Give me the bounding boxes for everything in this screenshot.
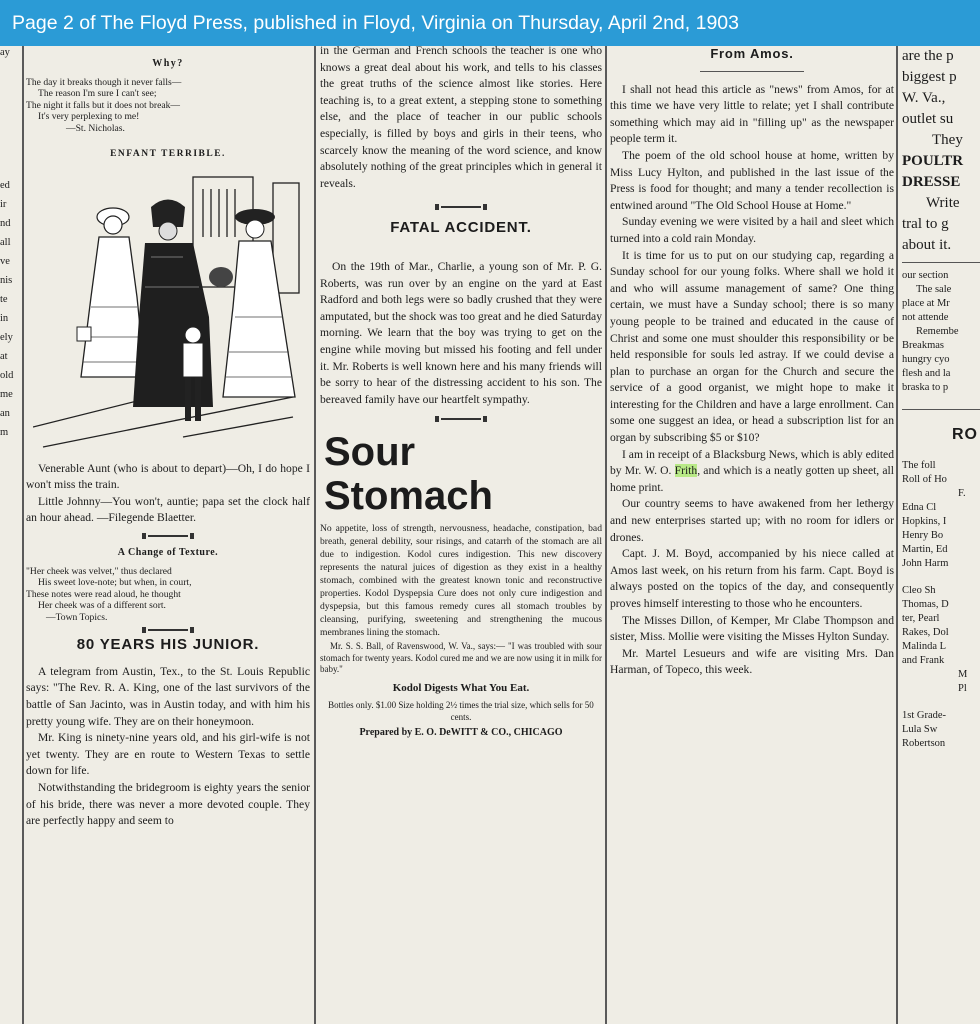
ad-slogan: Kodol Digests What You Eat. [392,681,530,694]
column-4-cropped [902,46,980,751]
section-rule [902,262,980,263]
text-fragment: braska to p [902,382,949,393]
edge-fragment: an [0,408,10,419]
text-fragment: outlet su [902,111,954,127]
edge-fragment: at [0,351,8,362]
column-rule [605,46,607,1024]
edge-fragment: ely [0,332,13,343]
edge-fragment: m [0,427,9,438]
text-fragment: Hopkins, I [902,516,947,527]
section-divider [148,535,188,537]
text-fragment: Roll of Ho [902,474,947,485]
text-fragment: biggest p [902,69,957,85]
caption-paragraph: Venerable Aunt (who is about to depart)—Oh, I do hope I won't miss the train. [26,461,310,492]
edge-fragment: te [0,294,8,305]
section-rule [902,409,980,410]
article-paragraph: Capt. J. M. Boyd, accompanied by his niece called at Amos last week, on his return from his farm. Capt. Boyd is always posted on the topics of the day, and consequently proves himself interesting to those who he encounters. [610,547,894,610]
edge-fragment: nis [0,275,13,286]
poem-line: These notes were read aloud, he thought [26,588,181,600]
engraving-illustration [33,167,303,457]
edge-fragment [0,160,20,179]
text-fragment: our section [902,270,949,281]
article-paragraph: Our country seems to have awakened from her lethergy and new enterprises started up; with no room for idlers or drones. [610,497,894,544]
from-amos-article [610,82,894,679]
text-fragment: Rakes, Dol [902,627,949,638]
article-paragraph: Notwithstanding the bridegroom is eighty years the senior of his bride, there was never a more devoted couple. They are perfectly happy and seem to [26,780,310,828]
edge-fragment [0,103,20,122]
text-fragment: W. Va., [902,90,946,106]
article-paragraph: I am in receipt of a Blacksburg News, which is ably edited by Mr. W. O. Frith, and which is a neatly gotten up sheet, all home print. [610,447,894,494]
edge-fragment: me [0,389,13,400]
text-fragment: 1st Grade- [902,710,947,721]
texture-title: A Change of Texture. [117,547,219,559]
text-fragment: Martin, Ed [902,544,948,555]
article-paragraph: in the German and French schools the teacher is one who knows a great deal about his work, and tells to his classes the great truths of the science almost like stories. Here teaching is, to a great extent, a stepping stone to something else, and the place of teacher in our public schools especially, is filled by boys and girls in their teens, who scarcely know the meaning of the word science, and know absolutely nothing of the great principles which in general it reveals. [320,46,602,190]
figure-woman-left [77,208,145,377]
article-paragraph: The poem of the old school house at home, written by Miss Lucy Hylton, and published in the last issue of the Press is food for thought; and many a tender recollection is entwined around "The Old School House at Home." [610,148,894,212]
poem-line: The day it breaks though it never falls— [26,76,182,88]
text-fragment: Lula Sw [902,724,938,735]
texture-poem [26,566,310,624]
text-fragment: John Harm [902,558,949,569]
edge-fragment [0,65,20,84]
text-fragment: Malinda L [902,641,947,652]
edge-fragment: in [0,313,9,324]
search-highlight: Frith [674,464,698,478]
edge-fragment: ay [0,47,10,58]
column-2 [320,46,602,746]
text-fragment: tral to g [902,216,949,232]
fatal-accident-headline: FATAL ACCIDENT. [390,219,532,237]
figure-woman-right [209,209,295,397]
text-fragment: not attende [902,312,949,323]
text-fragment: DRESSE [902,174,961,190]
article-paragraph: It is time for us to put on our studying cap, regarding a Sunday school for our young folks. Where shall we hold it and who will assume management of same? One thing certain, we must have a Sunday school; there is so many young people to be trained and educated in the cause of Christ and some one must shoulder this responsibility or be held responsible for souls led astray. If we could devise a plan to purchase an organ for the Church and secure the service of a good organist, we might hope to make it interesting for the Children and have a large enrollment. Can some one suggest an idea, or head a subscription list for an organ by subscribing $5 or $10? [610,248,894,445]
edge-fragment [0,84,20,103]
poem [26,77,310,135]
text-fragment: Henry Bo [902,530,944,541]
edge-fragment: all [0,237,11,248]
poem-line: —St. Nicholas. [66,122,125,134]
text-fragment: Edna Cl [902,502,937,513]
text-fragment: hungry cyo [902,354,950,365]
text-fragment: Remembe [916,326,959,337]
article-paragraph: Sunday evening we were visited by a hail and sleet which turned into a cold rain Monday. [610,215,894,245]
column-3 [610,46,894,679]
edge-fragment: old [0,370,14,381]
text-fragment [902,696,980,709]
text-fragment: POULTR [902,153,964,169]
poem-line: —Town Topics. [46,611,108,623]
edge-fragment: ve [0,256,10,267]
poem-title: Why? [152,58,184,69]
ad-headline-stomach: Stomach [324,474,493,519]
poem-line: "Her cheek was velvet," thus declared [26,565,172,577]
kodol-advertisement [320,430,602,742]
column-rule [896,46,898,1024]
text-fragment: The sale [916,284,952,295]
text-fragment: place at Mr [902,298,950,309]
page-caption-banner: Page 2 of The Floyd Press, published in Floyd, Virginia on Thursday, April 2nd, 1903 [0,0,980,46]
poem-line: The reason I'm sure I can't see; [38,88,157,100]
section-divider [148,629,188,631]
article-paragraph: I shall not head this article as "news" from Amos, for at this time we have very little to relate; yet I shall contribute something which may aid in "filling up" as the newspaper people term it. [610,82,894,146]
text-fragment: and Frank [902,655,945,666]
title-rule [700,71,804,72]
left-edge-fragments [0,46,20,445]
article-paragraph: Mr. King is ninety-nine years old, and his girl-wife is not yet twenty. They are en route to Western Texas to settle down for life. [26,731,310,778]
text-fragment: Pl [958,683,967,694]
advert-fragment [902,46,980,256]
text-fragment: M [958,669,968,680]
ad-headline-sour: Sour [324,430,416,475]
article-fragment [902,269,980,395]
column-rule [314,46,316,1024]
text-fragment: Robertson [902,738,946,749]
edge-fragment [0,141,20,160]
from-amos-headline: From Amos. [710,46,794,61]
ad-body-text: No appetite, loss of strength, nervousness, headache, constipation, bad breath, general debility, sour risings, and catarrh of the stomach are all due to indigestion. Kodol cures indigestion. This new discovery represents the natural juices of digestion as they exist in a healthy stomach, combined with the greatest known tonic and reconstructive properties. Kodol Dyspepsia Cure does not only cure indigestion and dyspepsia, but this famous remedy cures all stomach troubles by cleansing, purifying, sweetening and strengthening the mucous membranes lining the stomach. [320,523,602,639]
edge-fragment: nd [0,218,11,229]
text-fragment: Breakmas [902,340,944,351]
text-fragment: flesh and la [902,368,951,379]
text-fragment: Thomas, D [902,599,949,610]
article-paragraph: On the 19th of Mar., Charlie, a young son of Mr. P. G. Roberts, was run over by an engine on the yard at East Radford and both legs were so badly crushed that they were amputated, but the shock was too great and he died Saturday morning. We learn that the boy was trying to get on the engine while moving but missed his footing and fell under it. Mr. Roberts is well known here and his many friends will be sorry to hear of the distressing accident to his son. The bereaved family have our heartfelt sympathy. [320,259,602,406]
article-paragraph: The Misses Dillon, of Kemper, Mr Clabe Thompson and sister, Miss. Mollie were visiting the Misses Hylton Sunday. [610,613,894,644]
poem-line: It's very perplexing to me! [38,111,140,123]
caption-paragraph: Little Johnny—You won't, auntie; papa set the clock half an hour ahead. —Filegende Blaetter. [26,494,310,525]
edge-fragment [0,122,20,141]
ad-price: Bottles only. $1.00 Size holding 2½ times the trial size, which sells for 50 cents. [328,700,594,722]
text-fragment: Cleo Sh [902,585,936,596]
poem-line: The night it falls but it does not break— [26,99,181,111]
text-fragment: They [932,132,963,148]
honor-roll-fragment [902,459,980,751]
section-divider [441,206,481,208]
newspaper-page [0,46,980,1024]
text-fragment: about it. [902,237,952,253]
text-fragment: are the p [902,48,954,64]
ad-testimonial: Mr. S. S. Ball, of Ravenswood, W. Va., says:— "I was troubled with sour stomach for twenty years. Kodol cured me and we are now using it in milk for baby." [320,641,602,675]
text-fragment: Write [926,195,960,211]
honor-roll-heading-fragment: RO [952,426,978,443]
enfant-terrible-title: ENFANT TERRIBLE. [110,149,226,160]
section-divider [441,418,481,420]
junior-headline: 80 YEARS HIS JUNIOR. [76,636,260,654]
poem-line: Her cheek was of a different sort. [38,600,166,612]
article-paragraph: Mr. Martel Lesueurs and wife are visiting Mrs. Dan Harman, of Topeco, this week. [610,646,894,677]
poem-line: His sweet love-note; but when, in court, [38,577,192,589]
article-paragraph: A telegram from Austin, Tex., to the St. Louis Republic says: "The Rev. R. A. King, one of the last survivors of the battle of San Jacinto, was in Austin today, and with him his pretty young wife. They are on their honeymoon. [26,664,310,728]
text-fragment: F. [958,488,966,499]
column-rule [22,46,24,1024]
text-fragment [902,571,980,584]
text-fragment: The foll [902,460,936,471]
edge-fragment: ir [0,199,7,210]
column-1 [26,46,310,830]
text-fragment: ter, Pearl [902,613,940,624]
edge-fragment: ed [0,180,10,191]
ad-prepared-by: Prepared by E. O. DeWITT & CO., CHICAGO [359,727,563,739]
